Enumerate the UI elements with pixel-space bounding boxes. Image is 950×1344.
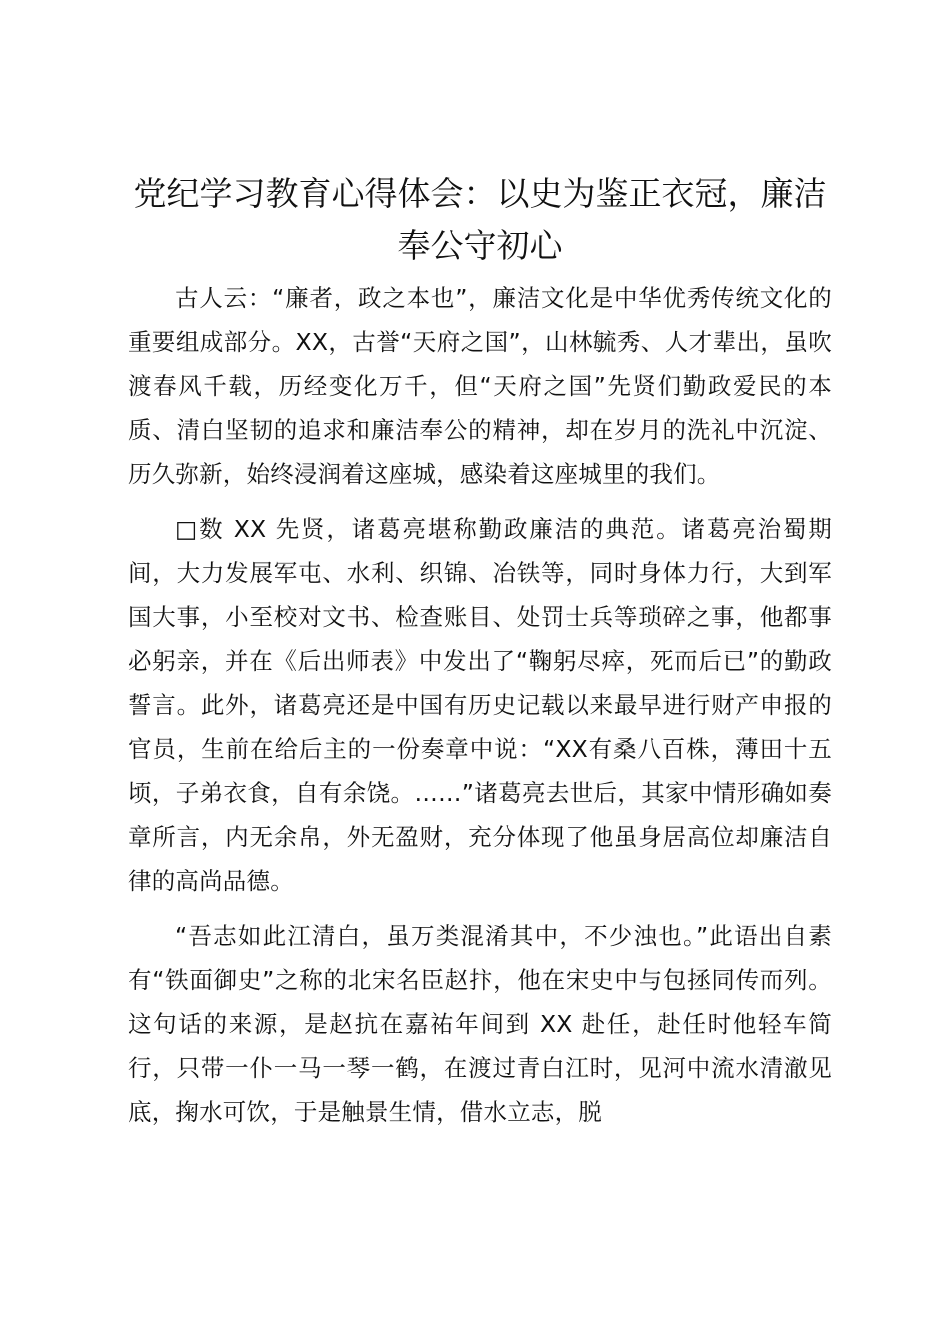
paragraph-1: 古人云：“廉者，政之本也”，廉洁文化是中华优秀传统文化的重要组成部分。XX，古誉“天府之国”，山林毓秀、人才辈出，虽吹渡春风千载，历经变化万千，但“天府之国”先贤们勤政爱民的本质、清白坚韧的追求和廉洁奉公的精神，却在岁月的洗礼中沉淀、历久弥新，始终浸润着这座城，感染着这座城里的我们。 — [128, 284, 832, 488]
paragraph-3: “吾志如此江清白，虽万类混淆其中，不少浊也。”此语出自素有“铁面御史”之称的北宋名臣赵抃，他在宋史中与包拯同传而列。这句话的来源，是赵抗在嘉祐年间到 XX 赴任，赴任时他轻车简行，只带一仆一马一琴一鹤，在渡过青白江时，见河中流水清澈见底，掬水可饮，于是触景生情，借水立志，脱 — [128, 922, 832, 1126]
document-body — [128, 168, 832, 1134]
document-title: 党纪学习教育心得体会：以史为鉴正衣冠，廉洁奉公守初心 — [133, 174, 827, 265]
paragraph-2: □数 XX 先贤，诸葛亮堪称勤政廉洁的典范。诸葛亮治蜀期间，大力发展军屯、水利、织锦、冶铁等，同时身体力行，大到军国大事，小至校对文书、检查账目、处罚士兵等琐碎之事，他都事必躬亲，并在《后出师表》中发出了“鞠躬尽瘁，死而后已”的勤政誓言。此外，诸葛亮还是中国有历史记载以来最早进行财产申报的官员，生前在给后主的一份奏章中说：“XX有桑八百株，薄田十五顷，子弟衣食，自有余饶。……”诸葛亮去世后，其家中情形确如奏章所言，内无余帛，外无盈财，充分体现了他虽身居高位却廉洁自律的高尚品德。 — [128, 515, 832, 895]
